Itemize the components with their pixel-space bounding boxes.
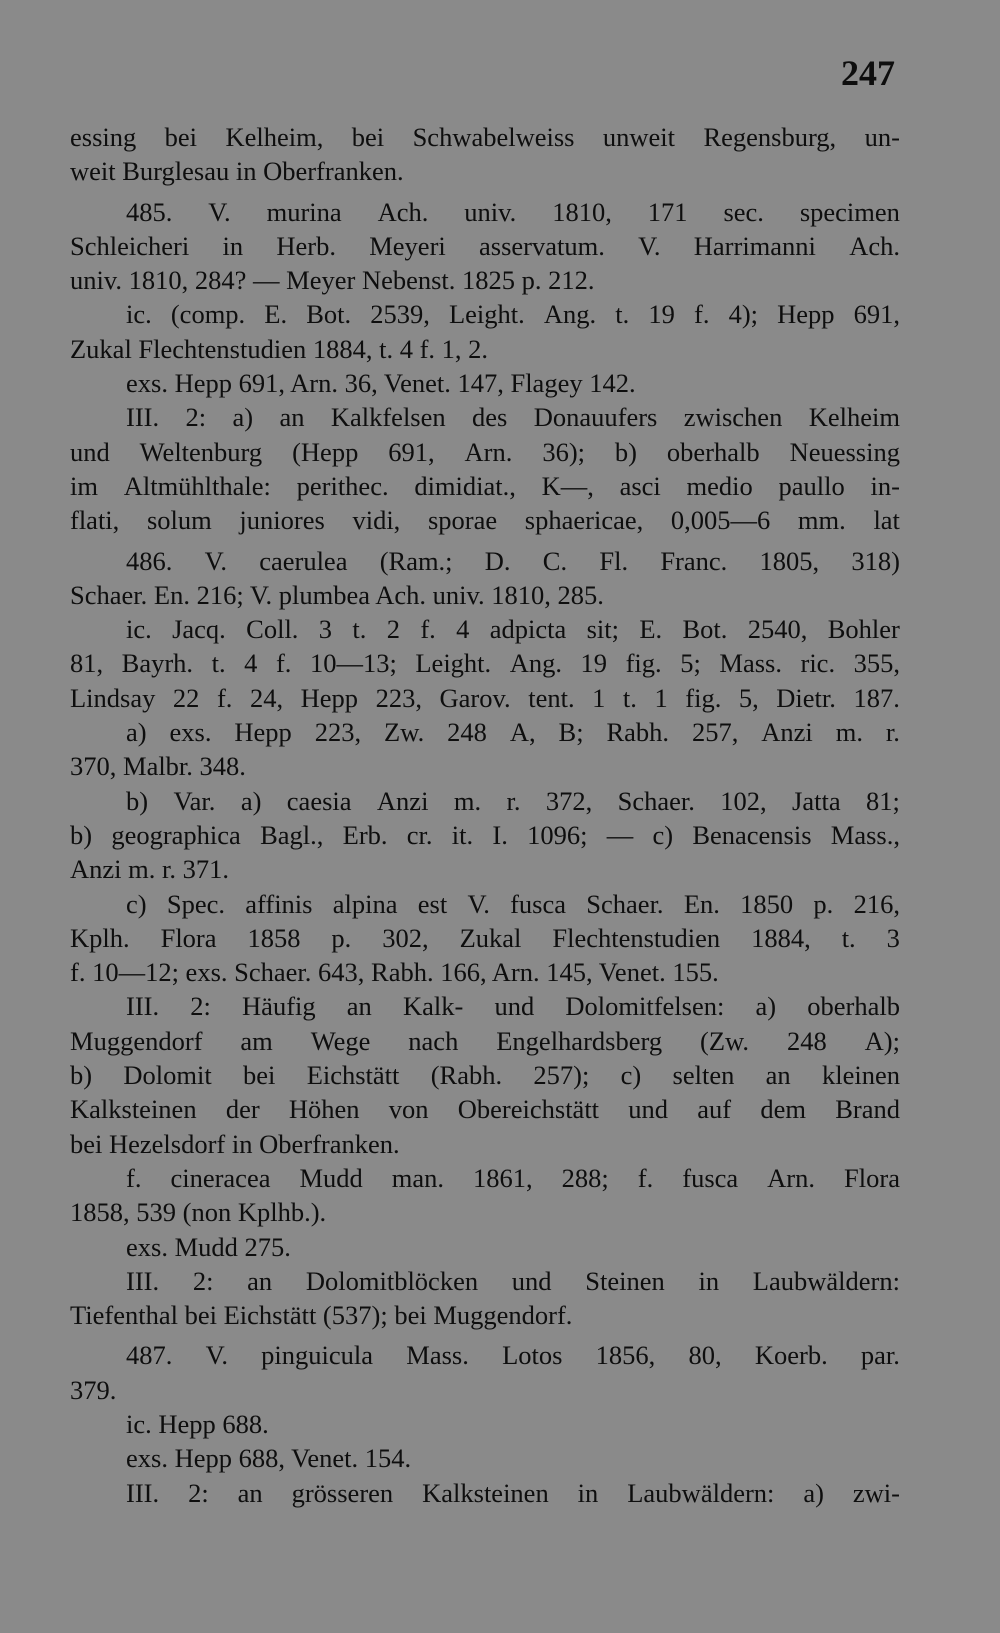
text-line: Tiefenthal bei Eichstätt (537); bei Muggendorf. <box>70 1300 573 1331</box>
text-line: f. cineracea Mudd man. 1861, 288; f. fusca Arn. Flora <box>126 1162 900 1193</box>
text-line: univ. 1810, 284? — Meyer Nebenst. 1825 p. 212. <box>70 265 595 296</box>
text-line: III. 2: Häufig an Kalk- und Dolomitfelsen: a) oberhalb <box>126 991 900 1022</box>
text-line: Zukal Flechtenstudien 1884, t. 4 f. 1, 2. <box>70 333 489 364</box>
text-line: ic. Hepp 688. <box>126 1408 269 1439</box>
text-line: Schleicheri in Herb. Meyeri asservatum. V. Harrimanni Ach. <box>70 230 900 261</box>
text-line: exs. Hepp 688, Venet. 154. <box>126 1443 412 1474</box>
text-line: 487. V. pinguicula Mass. Lotos 1856, 80, Koerb. par. <box>126 1340 900 1371</box>
text-line: c) Spec. affinis alpina est V. fusca Schaer. En. 1850 p. 216, <box>126 888 900 919</box>
text-line: exs. Hepp 691, Arn. 36, Venet. 147, Flagey 142. <box>126 368 636 399</box>
text-line: 1858, 539 (non Kplhb.). <box>70 1197 327 1228</box>
text-line: Muggendorf am Wege nach Engelhardsberg (Zw. 248 A); <box>70 1025 900 1056</box>
text-line: b) Var. a) caesia Anzi m. r. 372, Schaer. 102, Jatta 81; <box>126 785 900 816</box>
text-line: III. 2: a) an Kalkfelsen des Donauufers zwischen Kelheim <box>126 402 900 433</box>
text-line: exs. Mudd 275. <box>126 1231 291 1262</box>
text-line: Schaer. En. 216; V. plumbea Ach. univ. 1810, 285. <box>70 579 604 610</box>
text-line: essing bei Kelheim, bei Schwabelweiss unweit Regensburg, un- <box>70 122 900 152</box>
text-line: weit Burglesau in Oberfranken. <box>70 156 404 187</box>
text-line: 370, Malbr. 348. <box>70 751 246 782</box>
text-line: bei Hezelsdorf in Oberfranken. <box>70 1128 400 1159</box>
text-line: b) Dolomit bei Eichstätt (Rabh. 257); c) selten an kleinen <box>70 1060 900 1091</box>
text-line: b) geographica Bagl., Erb. cr. it. I. 1096; — c) Benacensis Mass., <box>70 819 900 850</box>
text-line: Kplh. Flora 1858 p. 302, Zukal Flechtenstudien 1884, t. 3 <box>70 922 900 953</box>
text-line: flati, solum juniores vidi, sporae sphaericae, 0,005—6 mm. lat <box>70 505 900 536</box>
text-line: a) exs. Hepp 223, Zw. 248 A, B; Rabh. 257, Anzi m. r. <box>126 717 900 748</box>
text-line: f. 10—12; exs. Schaer. 643, Rabh. 166, Arn. 145, Venet. 155. <box>70 957 719 988</box>
text-line: Kalksteinen der Höhen von Obereichstätt und auf dem Brand <box>70 1094 900 1125</box>
text-line: III. 2: an Dolomitblöcken und Steinen in Laubwäldern: <box>126 1265 900 1296</box>
text-line: 81, Bayrh. t. 4 f. 10—13; Leight. Ang. 19 fig. 5; Mass. ric. 355, <box>70 648 900 679</box>
text-line: ic. Jacq. Coll. 3 t. 2 f. 4 adpicta sit; E. Bot. 2540, Bohler <box>126 614 900 645</box>
text-line: 486. V. caerulea (Ram.; D. C. Fl. Franc. 1805, 318) <box>126 545 900 576</box>
text-line: III. 2: an grösseren Kalksteinen in Laubwäldern: a) zwi- <box>126 1477 900 1508</box>
page-number: 247 <box>841 53 895 93</box>
text-line: 379. <box>70 1374 117 1405</box>
text-line: 485. V. murina Ach. univ. 1810, 171 sec. specimen <box>126 196 900 227</box>
text-line: und Weltenburg (Hepp 691, Arn. 36); b) oberhalb Neuessing <box>70 436 900 467</box>
text-line: im Altmühlthale: perithec. dimidiat., K—, asci medio paullo in- <box>70 470 900 501</box>
body-text <box>70 120 900 1510</box>
text-line: Lindsay 22 f. 24, Hepp 223, Garov. tent. 1 t. 1 fig. 5, Dietr. 187. <box>70 682 900 713</box>
text-line: ic. (comp. E. Bot. 2539, Leight. Ang. t. 19 f. 4); Hepp 691, <box>126 299 900 330</box>
text-line: Anzi m. r. 371. <box>70 854 229 885</box>
